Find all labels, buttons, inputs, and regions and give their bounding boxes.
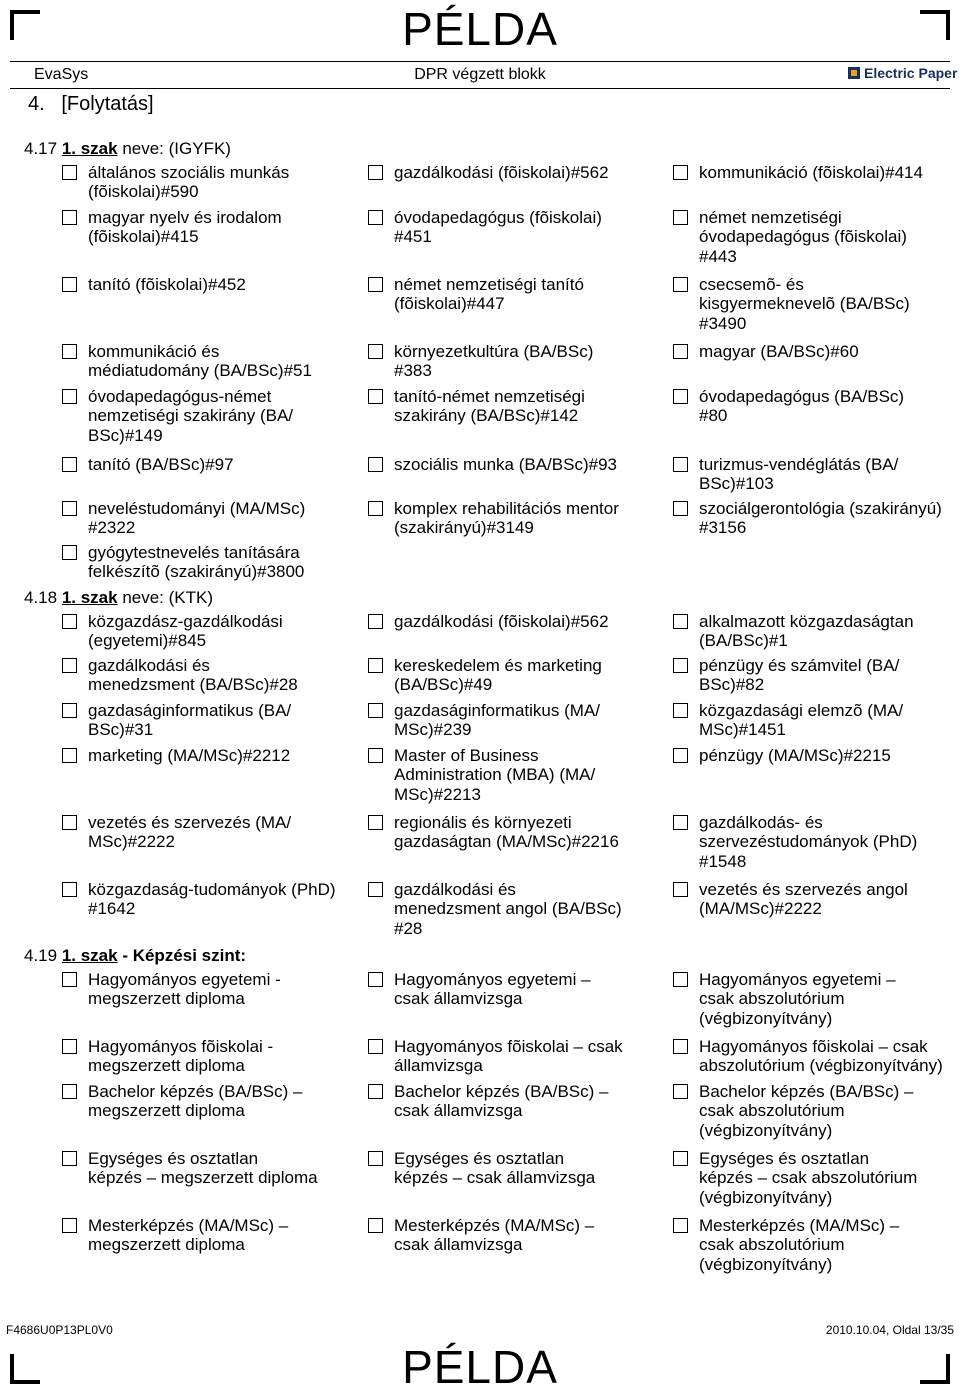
answer-option[interactable] <box>62 275 246 294</box>
answer-option[interactable] <box>62 499 305 538</box>
option-label: szociálgerontológia (szakirányú) #3156 <box>699 499 942 538</box>
option-checkbox[interactable] <box>673 703 688 718</box>
option-checkbox[interactable] <box>62 614 77 629</box>
answer-option[interactable] <box>62 970 281 1009</box>
option-label: Hagyományos fõiskolai – csak abszolutórium (végbizonyítvány) <box>699 1037 943 1076</box>
option-checkbox[interactable] <box>62 972 77 987</box>
question-text: - Képzési szint: <box>117 946 247 965</box>
question-number: 4.19 <box>24 946 58 965</box>
option-label: gazdálkodási (fõiskolai)#562 <box>394 163 609 182</box>
answer-option[interactable] <box>368 275 584 314</box>
option-checkbox[interactable] <box>673 210 688 225</box>
option-checkbox[interactable] <box>673 815 688 830</box>
answer-option[interactable] <box>62 208 282 247</box>
header-app-name: EvaSys <box>34 66 89 83</box>
answer-option[interactable] <box>62 342 312 381</box>
answer-option[interactable] <box>673 612 914 651</box>
logo-text: Electric Paper <box>864 65 958 81</box>
question-number: 4.17 <box>24 139 58 158</box>
option-label: óvodapedagógus-német nemzetiségi szakirány (BA/ BSc)#149 <box>88 387 294 445</box>
answer-option[interactable] <box>673 499 942 538</box>
electric-paper-logo <box>848 65 957 81</box>
option-label: Egységes és osztatlan képzés – csak abszolutórium (végbizonyítvány) <box>699 1149 918 1207</box>
option-checkbox[interactable] <box>62 815 77 830</box>
answer-option[interactable] <box>673 813 917 871</box>
answer-option[interactable] <box>673 701 903 740</box>
option-label: német nemzetiségi tanító (fõiskolai)#447 <box>394 275 584 314</box>
option-label: környezetkultúra (BA/BSc) #383 <box>394 342 594 381</box>
answer-option[interactable] <box>368 656 602 695</box>
logo-icon <box>848 67 860 79</box>
option-label: Hagyományos fõiskolai - megszerzett diploma <box>88 1037 274 1076</box>
option-checkbox[interactable] <box>62 545 77 560</box>
answer-option[interactable] <box>368 163 609 182</box>
option-checkbox[interactable] <box>673 972 688 987</box>
option-checkbox[interactable] <box>673 748 688 763</box>
option-checkbox[interactable] <box>62 1084 77 1099</box>
option-checkbox[interactable] <box>673 882 688 897</box>
option-label: óvodapedagógus (fõiskolai) #451 <box>394 208 602 247</box>
option-label: közgazdaság-tudományok (PhD) #1642 <box>88 880 336 919</box>
option-label: Bachelor képzés (BA/BSc) – csak államvizsga <box>394 1082 609 1121</box>
option-checkbox[interactable] <box>368 972 383 987</box>
option-label: Master of Business Administration (MBA) (MA/ MSc)#2213 <box>394 746 596 804</box>
option-checkbox[interactable] <box>368 1084 383 1099</box>
option-label: Hagyományos fõiskolai – csak államvizsga <box>394 1037 623 1076</box>
option-label: Egységes és osztatlan képzés – csak államvizsga <box>394 1149 596 1188</box>
option-label: Egységes és osztatlan képzés – megszerzett diploma <box>88 1149 318 1188</box>
option-label: német nemzetiségi óvodapedagógus (fõiskolai) #443 <box>699 208 907 266</box>
option-checkbox[interactable] <box>62 658 77 673</box>
question-subject: 1. szak <box>61 588 118 607</box>
option-checkbox[interactable] <box>62 882 77 897</box>
answer-option[interactable] <box>62 455 234 474</box>
answer-option[interactable] <box>368 1216 594 1255</box>
option-checkbox[interactable] <box>368 501 383 516</box>
section-continued-title: 4. [Folytatás] <box>28 93 154 115</box>
answer-option[interactable] <box>673 746 891 765</box>
option-label: gazdaságinformatikus (BA/ BSc)#31 <box>88 701 292 740</box>
option-label: gazdálkodási (fõiskolai)#562 <box>394 612 609 631</box>
option-checkbox[interactable] <box>368 1218 383 1233</box>
option-checkbox[interactable] <box>368 614 383 629</box>
option-label: közgazdasági elemzõ (MA/ MSc)#1451 <box>699 701 904 740</box>
answer-option[interactable] <box>62 1037 273 1076</box>
watermark-top: PÉLDA <box>402 3 558 55</box>
option-label: neveléstudományi (MA/MSc) #2322 <box>88 499 306 538</box>
answer-option[interactable] <box>62 813 291 852</box>
option-checkbox[interactable] <box>673 277 688 292</box>
option-checkbox[interactable] <box>673 1151 688 1166</box>
answer-option[interactable] <box>62 163 289 202</box>
header-top-rule <box>10 61 950 62</box>
option-label: vezetés és szervezés (MA/ MSc)#2222 <box>88 813 292 852</box>
option-label: komplex rehabilitációs mentor (szakirányú)#3149 <box>394 499 619 538</box>
question-title <box>24 588 213 607</box>
answer-option[interactable] <box>368 1037 623 1076</box>
answer-option[interactable] <box>673 1216 899 1274</box>
answer-option[interactable] <box>673 342 859 361</box>
option-label: Hagyományos egyetemi – csak államvizsga <box>394 970 591 1009</box>
question-title <box>24 946 246 965</box>
option-checkbox[interactable] <box>62 1218 77 1233</box>
answer-option[interactable] <box>368 387 585 426</box>
option-label: Hagyományos egyetemi – csak abszolutórium (végbizonyítvány) <box>699 970 896 1028</box>
answer-option[interactable] <box>62 1149 318 1188</box>
option-checkbox[interactable] <box>62 344 77 359</box>
answer-option[interactable] <box>673 970 896 1028</box>
option-label: Hagyományos egyetemi - megszerzett diploma <box>88 970 281 1009</box>
footer-form-id: F4686U0P13PL0V0 <box>6 1323 113 1337</box>
answer-option[interactable] <box>368 746 595 804</box>
option-checkbox[interactable] <box>673 389 688 404</box>
question-subject: 1. szak <box>61 946 118 965</box>
option-checkbox[interactable] <box>62 748 77 763</box>
option-label: Mesterképzés (MA/MSc) – megszerzett diploma <box>88 1216 289 1255</box>
option-label: regionális és környezeti gazdaságtan (MA/MSc)#2216 <box>394 813 619 852</box>
option-label: kommunikáció (fõiskolai)#414 <box>699 163 923 182</box>
option-label: magyar (BA/BSc)#60 <box>699 342 859 361</box>
option-checkbox[interactable] <box>62 1151 77 1166</box>
option-checkbox[interactable] <box>368 389 383 404</box>
option-label: gazdaságinformatikus (MA/ MSc)#239 <box>394 701 600 740</box>
answer-option[interactable] <box>673 1082 913 1140</box>
answer-option[interactable] <box>62 1082 302 1121</box>
option-label: általános szociális munkás (fõiskolai)#590 <box>88 163 290 202</box>
answer-option[interactable] <box>673 656 899 695</box>
option-label: Bachelor képzés (BA/BSc) – megszerzett diploma <box>88 1082 303 1121</box>
answer-option[interactable] <box>368 970 591 1009</box>
option-checkbox[interactable] <box>673 1084 688 1099</box>
option-checkbox[interactable] <box>368 815 383 830</box>
option-label: alkalmazott közgazdaságtan (BA/BSc)#1 <box>699 612 914 651</box>
option-label: óvodapedagógus (BA/BSc) #80 <box>699 387 905 426</box>
option-label: marketing (MA/MSc)#2212 <box>88 746 291 765</box>
option-checkbox[interactable] <box>673 165 688 180</box>
option-checkbox[interactable] <box>368 1151 383 1166</box>
option-label: gazdálkodási és menedzsment (BA/BSc)#28 <box>88 656 298 695</box>
answer-option[interactable] <box>673 208 907 266</box>
question-subject: 1. szak <box>61 139 118 158</box>
option-label: gazdálkodás- és szervezéstudományok (PhD) #1548 <box>699 813 918 871</box>
option-label: gazdálkodási és menedzsment angol (BA/BSc) #28 <box>394 880 622 938</box>
answer-option[interactable] <box>673 1149 917 1207</box>
answer-option[interactable] <box>62 746 290 765</box>
option-label: Mesterképzés (MA/MSc) – csak államvizsga <box>394 1216 595 1255</box>
answer-option[interactable] <box>673 387 904 426</box>
option-label: pénzügy és számvitel (BA/ BSc)#82 <box>699 656 900 695</box>
option-label: vezetés és szervezés angol (MA/MSc)#2222 <box>699 880 908 919</box>
answer-option[interactable] <box>368 499 619 538</box>
answer-option[interactable] <box>62 543 304 582</box>
answer-option[interactable] <box>62 656 298 695</box>
option-checkbox[interactable] <box>368 1039 383 1054</box>
question-title <box>24 139 231 158</box>
watermark-bottom: PÉLDA <box>402 1341 558 1393</box>
option-label: tanító (fõiskolai)#452 <box>88 275 246 294</box>
answer-option[interactable] <box>62 387 293 445</box>
option-checkbox[interactable] <box>368 210 383 225</box>
answer-option[interactable] <box>62 701 291 740</box>
option-label: szociális munka (BA/BSc)#93 <box>394 455 617 474</box>
option-checkbox[interactable] <box>368 277 383 292</box>
answer-option[interactable] <box>673 275 910 333</box>
option-checkbox[interactable] <box>673 1218 688 1233</box>
answer-option[interactable] <box>62 880 336 919</box>
answer-option[interactable] <box>673 163 923 182</box>
option-checkbox[interactable] <box>673 614 688 629</box>
option-checkbox[interactable] <box>62 165 77 180</box>
question-number: 4.18 <box>24 588 58 607</box>
answer-option[interactable] <box>673 455 898 494</box>
option-checkbox[interactable] <box>368 457 383 472</box>
option-checkbox[interactable] <box>62 277 77 292</box>
option-checkbox[interactable] <box>673 658 688 673</box>
option-checkbox[interactable] <box>368 344 383 359</box>
option-label: csecsemõ- és kisgyermeknevelõ (BA/BSc) #3490 <box>699 275 910 333</box>
footer-date-page: 2010.10.04, Oldal 13/35 <box>825 1323 954 1337</box>
answer-option[interactable] <box>368 880 622 938</box>
option-checkbox[interactable] <box>673 501 688 516</box>
answer-option[interactable] <box>368 612 609 631</box>
option-checkbox[interactable] <box>673 344 688 359</box>
answer-option[interactable] <box>673 1037 943 1076</box>
answer-option[interactable] <box>368 208 602 247</box>
option-label: pénzügy (MA/MSc)#2215 <box>699 746 891 765</box>
option-label: kommunikáció és médiatudomány (BA/BSc)#51 <box>88 342 312 381</box>
option-label: tanító-német nemzetiségi szakirány (BA/BSc)#142 <box>394 387 585 426</box>
option-checkbox[interactable] <box>368 882 383 897</box>
option-label: Bachelor képzés (BA/BSc) – csak abszolutórium (végbizonyítvány) <box>699 1082 914 1140</box>
option-label: tanító (BA/BSc)#97 <box>88 455 234 474</box>
option-label: közgazdász-gazdálkodási (egyetemi)#845 <box>88 612 283 651</box>
option-checkbox[interactable] <box>62 457 77 472</box>
answer-option[interactable] <box>673 880 908 919</box>
option-checkbox[interactable] <box>368 748 383 763</box>
option-checkbox[interactable] <box>62 1039 77 1054</box>
option-label: kereskedelem és marketing (BA/BSc)#49 <box>394 656 602 695</box>
answer-option[interactable] <box>62 612 283 651</box>
option-checkbox[interactable] <box>368 165 383 180</box>
option-checkbox[interactable] <box>62 501 77 516</box>
option-label: magyar nyelv és irodalom (fõiskolai)#415 <box>88 208 282 247</box>
answer-option[interactable] <box>368 1082 608 1121</box>
answer-option[interactable] <box>368 342 593 381</box>
answer-option[interactable] <box>368 1149 595 1188</box>
option-checkbox[interactable] <box>673 457 688 472</box>
option-checkbox[interactable] <box>62 703 77 718</box>
option-label: turizmus-vendéglátás (BA/ BSc)#103 <box>699 455 899 494</box>
answer-option[interactable] <box>368 813 619 852</box>
option-checkbox[interactable] <box>673 1039 688 1054</box>
option-label: Mesterképzés (MA/MSc) – csak abszolutórium (végbizonyítvány) <box>699 1216 900 1274</box>
answer-option[interactable] <box>62 1216 288 1255</box>
question-text: neve: (IGYFK) <box>117 139 231 158</box>
answer-option[interactable] <box>368 455 617 474</box>
option-checkbox[interactable] <box>368 658 383 673</box>
option-label: gyógytestnevelés tanítására felkészítõ (szakirányú)#3800 <box>88 543 305 582</box>
question-text: neve: (KTK) <box>117 588 214 607</box>
answer-option[interactable] <box>368 701 600 740</box>
header-bottom-rule <box>10 88 950 89</box>
option-checkbox[interactable] <box>62 210 77 225</box>
option-checkbox[interactable] <box>368 703 383 718</box>
option-checkbox[interactable] <box>62 389 77 404</box>
header-block-title: DPR végzett blokk <box>414 66 546 83</box>
